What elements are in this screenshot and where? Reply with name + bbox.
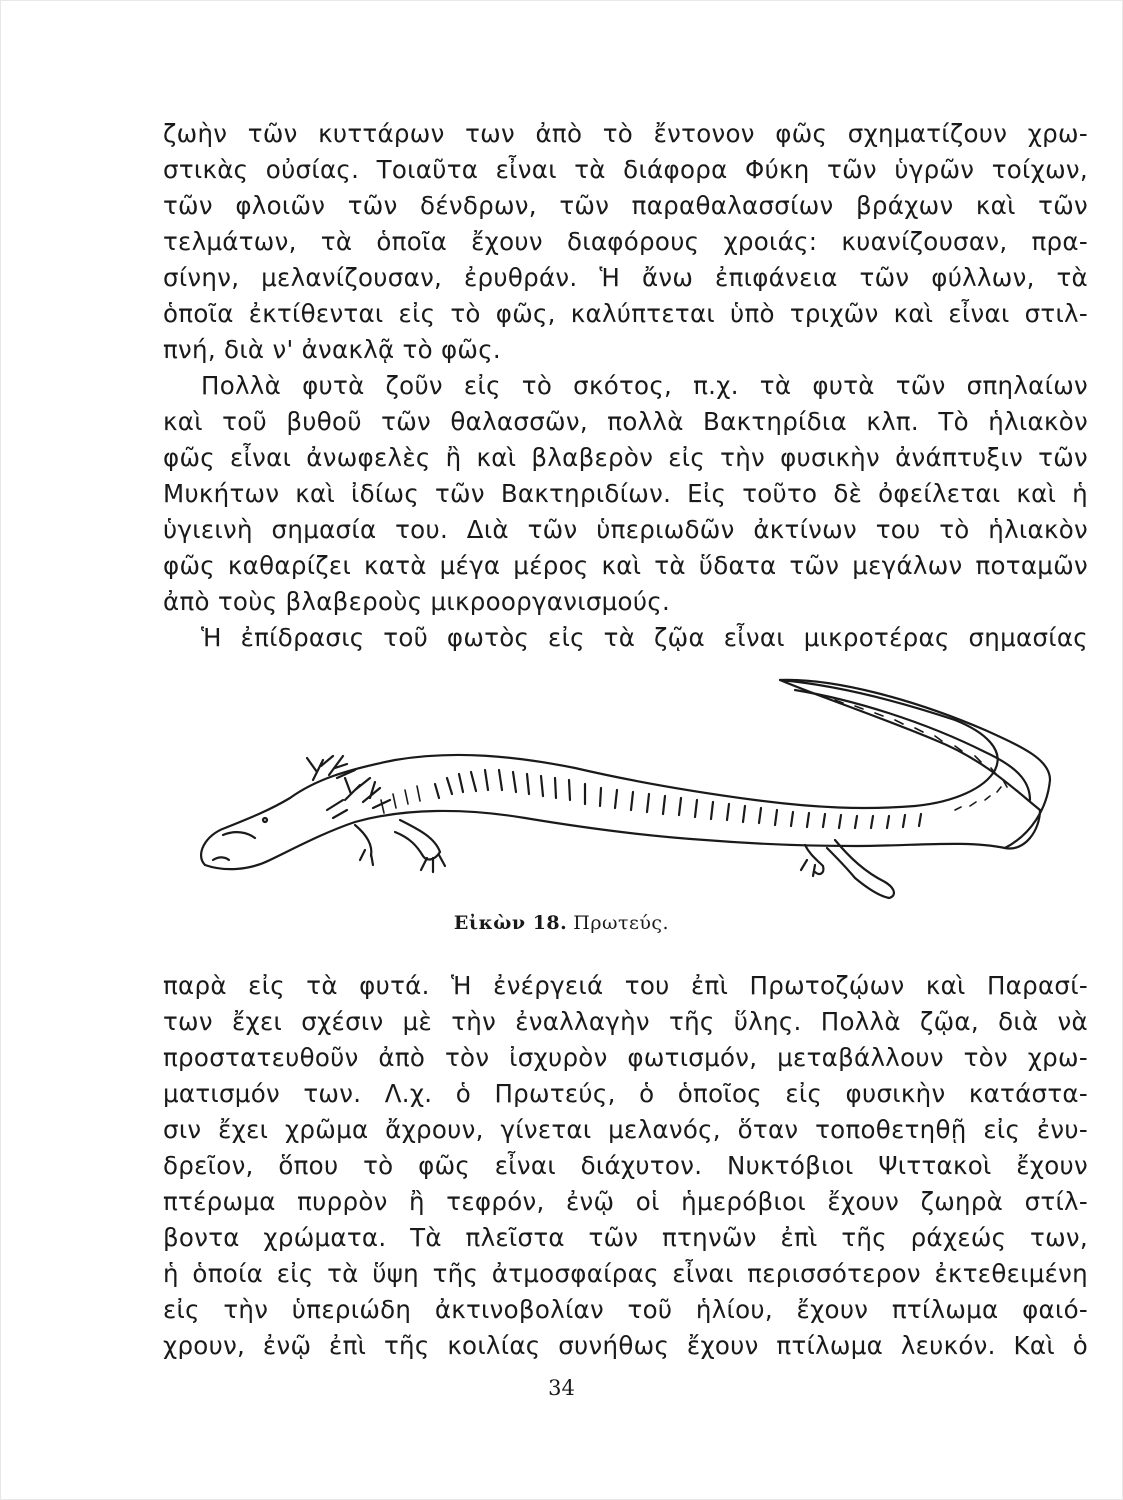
- text-line: παρὰ εἰς τὰ φυτά. Ἡ ἐνέργειά του ἐπὶ Πρωτοζῴων καὶ Παρασί-: [163, 971, 1088, 1000]
- text-line: σιν ἔχει χρῶμα ἄχρουν, γίνεται μελανός, ὅταν τοποθετηθῇ εἰς ἐνυ-: [163, 1115, 1088, 1144]
- text-line: δρεῖον, ὅπου τὸ φῶς εἶναι διάχυτον. Νυκτόβιοι Ψιττακοὶ ἔχουν: [163, 1151, 1088, 1180]
- text-line: των ἔχει σχέσιν μὲ τὴν ἐναλλαγὴν τῆς ὕλης. Πολλὰ ζῷα, διὰ νὰ: [163, 1007, 1088, 1036]
- text-line: καὶ τοῦ βυθοῦ τῶν θαλασσῶν, πολλὰ Βακτηρίδια κλπ. Τὸ ἡλιακὸν: [163, 407, 1088, 436]
- text-line: Ἡ ἐπίδρασις τοῦ φωτὸς εἰς τὰ ζῷα εἶναι μικροτέρας σημασίας: [201, 623, 1088, 652]
- text-line: ματισμόν των. Λ.χ. ὁ Πρωτεύς, ὁ ὁποῖος εἰς φυσικὴν κατάστα-: [163, 1079, 1088, 1108]
- proteus-illustration: [195, 660, 1065, 910]
- text-line: ὁποῖα ἐκτίθενται εἰς τὸ φῶς, καλύπτεται ὑπὸ τριχῶν καὶ εἶναι στιλ-: [163, 299, 1088, 328]
- text-line: ἡ ὁποία εἰς τὰ ὕψη τῆς ἀτμοσφαίρας εἶναι περισσότερον ἐκτεθειμένη: [163, 1259, 1088, 1288]
- text-line: βοντα χρώματα. Τὰ πλεῖστα τῶν πτηνῶν ἐπὶ τῆς ράχεώς των,: [163, 1223, 1088, 1252]
- text-line: ζωὴν τῶν κυττάρων των ἀπὸ τὸ ἔντονον φῶς σχηματίζουν χρω-: [163, 119, 1088, 148]
- text-block-bottom: [163, 968, 1088, 1364]
- text-block-top: [163, 116, 1088, 656]
- page-number: 34: [548, 1376, 575, 1400]
- text-line: πτέρωμα πυρρὸν ἢ τεφρόν, ἐνῷ οἱ ἡμερόβιοι ἔχουν ζωηρὰ στίλ-: [163, 1187, 1088, 1216]
- text-line: ὑγιεινὴ σημασία του. Διὰ τῶν ὑπεριωδῶν ἀκτίνων του τὸ ἡλιακὸν: [163, 515, 1088, 544]
- figure-name: Πρωτεύς.: [573, 912, 670, 934]
- text-line: τελμάτων, τὰ ὁποῖα ἔχουν διαφόρους χροιάς: κυανίζουσαν, πρα-: [163, 227, 1088, 256]
- text-line: Μυκήτων καὶ ἰδίως τῶν Βακτηριδίων. Εἰς τοῦτο δὲ ὀφείλεται καὶ ἡ: [163, 479, 1088, 508]
- text-line: ἀπὸ τοὺς βλαβεροὺς μικροοργανισμούς.: [163, 587, 671, 616]
- text-line: τῶν φλοιῶν τῶν δένδρων, τῶν παραθαλασσίων βράχων καὶ τῶν: [163, 191, 1088, 220]
- text-line: εἰς τὴν ὑπεριώδη ἀκτινοβολίαν τοῦ ἡλίου, ἔχουν πτίλωμα φαιό-: [163, 1295, 1088, 1324]
- text-line: στικὰς οὐσίας. Τοιαῦτα εἶναι τὰ διάφορα Φύκη τῶν ὑγρῶν τοίχων,: [163, 155, 1088, 184]
- text-line: σίνην, μελανίζουσαν, ἐρυθράν. Ἡ ἄνω ἐπιφάνεια τῶν φύλλων, τὰ: [163, 263, 1088, 292]
- text-line: χρουν, ἐνῷ ἐπὶ τῆς κοιλίας συνήθως ἔχουν πτίλωμα λευκόν. Καὶ ὁ: [163, 1331, 1088, 1360]
- text-line: προστατευθοῦν ἀπὸ τὸν ἰσχυρὸν φωτισμόν, μεταβάλλουν τὸν χρω-: [163, 1043, 1088, 1072]
- figure-caption: [0, 912, 1123, 934]
- figure-label: Εἰκὼν 18.: [453, 912, 568, 934]
- text-line: Πολλὰ φυτὰ ζοῦν εἰς τὸ σκότος, π.χ. τὰ φυτὰ τῶν σπηλαίων: [201, 371, 1088, 400]
- text-line: φῶς εἶναι ἀνωφελὲς ἢ καὶ βλαβερὸν εἰς τὴν φυσικὴν ἀνάπτυξιν τῶν: [163, 443, 1088, 472]
- text-line: πνή, διὰ ν' ἀνακλᾷ τὸ φῶς.: [163, 335, 501, 364]
- text-line: φῶς καθαρίζει κατὰ μέγα μέρος καὶ τὰ ὕδατα τῶν μεγάλων ποταμῶν: [163, 551, 1088, 580]
